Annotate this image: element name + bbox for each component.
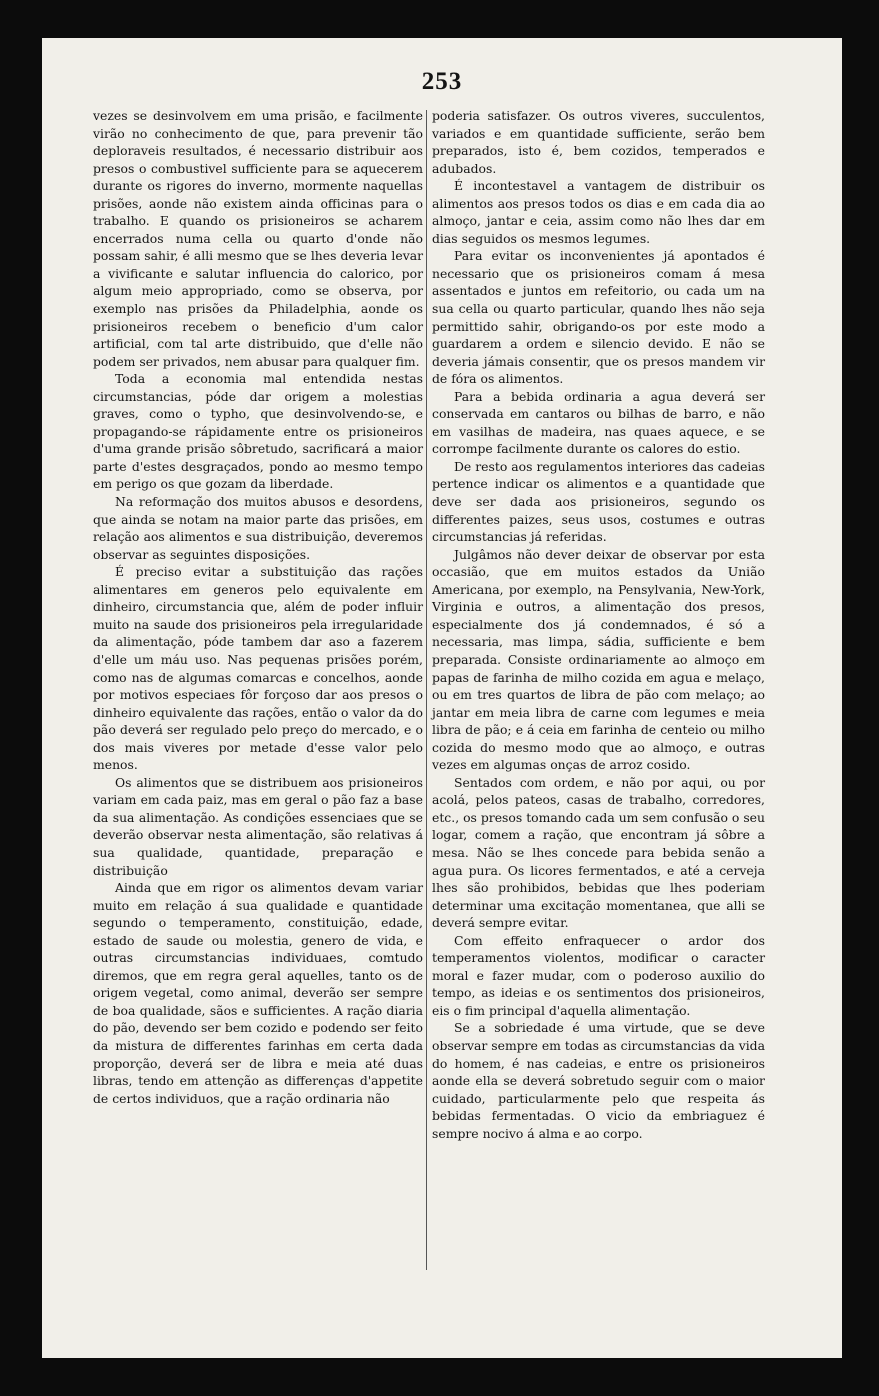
paragraph: poderia satisfazer. Os outros viveres, succulentos, variados e em quantidade sufficiente, serão bem preparados, isto é, bem cozidos, temperados e adubados. xyxy=(432,108,765,176)
paragraph: De resto aos regulamentos interiores das cadeias pertence indicar os alimentos e a quantidade que deve ser dada aos prisioneiros, segundo os differentes paizes, seus usos, costumes e outras circumstancias já referidas. xyxy=(432,458,765,545)
paragraph: Na reformação dos muitos abusos e desordens, que ainda se notam na maior parte das prisões, em relação aos alimentos e sua distribuição, deveremos observar as seguintes disposições. xyxy=(93,494,423,562)
right-column xyxy=(432,107,765,1142)
left-column xyxy=(93,107,423,1107)
paragraph: Julgâmos não dever deixar de observar por esta occasião, que em muitos estados da União Americana, por exemplo, na Pensylvania, New-York, Virginia e outros, a alimentação dos presos, especialmente dos já condemnados, é só a necessaria, mas limpa, sádia, sufficiente e bem preparada. Consiste ordinariamente ao almoço em papas de farinha de milho cozida em agua e melaço, ou em tres quartos de libra de pão com melaço; ao jantar em meia libra de carne com legumes e meia libra de pão; e á ceia em farinha de centeio ou milho cozida do mesmo modo que ao almoço, e outras vezes em algumas onças de arroz cosido. xyxy=(432,546,765,773)
paragraph: Se a sobriedade é uma virtude, que se deve observar sempre em todas as circumstancias da vida do homem, é nas cadeias, e entre os prisioneiros aonde ella se deverá sobretudo seguir com o maior cuidado, particularmente pelo que respeita ás bebidas fermentadas. O vicio da embriaguez é sempre nocivo á alma e ao corpo. xyxy=(432,1020,765,1141)
paragraph: Toda a economia mal entendida nestas circumstancias, póde dar origem a molestias graves, como o typho, que desinvolvendo-se, e propagando-se rápidamente entre os prisioneiros d'uma grande prisão sôbretudo, sacrificará a maior parte d'estes desgraçados, pondo ao mesmo tempo em perigo os que gozam da liberdade. xyxy=(93,371,423,492)
book-page xyxy=(42,38,842,1358)
paragraph: Ainda que em rigor os alimentos devam variar muito em relação á sua qualidade e quantidade segundo o temperamento, constituição, edade, estado de saude ou molestia, genero de vida, e outras circumstancias individuaes, comtudo diremos, que em regra geral aquelles, tanto os de origem vegetal, como animal, deverão ser sempre de boa qualidade, sãos e sufficientes. A ração diaria do pão, devendo ser bem cozido e podendo ser feito da mistura de differentes farinhas em certa dada proporção, deverá ser de libra e meia até duas libras, tendo em attenção as differenças d'appetite de certos individuos, que a ração ordinaria não xyxy=(93,880,423,1106)
paragraph: Para a bebida ordinaria a agua deverá ser conservada em cantaros ou bilhas de barro, e não em vasilhas de madeira, nas quaes aquece, e se corrompe facilmente durante os calores do estio. xyxy=(432,388,765,457)
paragraph: Com effeito enfraquecer o ardor dos temperamentos violentos, modificar o caracter moral e fazer mudar, com o poderoso auxilio do tempo, as ideias e os sentimentos dos prisioneiros, eis o fim principal d'aquella alimentação. xyxy=(432,932,765,1018)
paragraph: Sentados com ordem, e não por aqui, ou por acolá, pelos pateos, casas de trabalho, corredores, etc., os presos tomando cada um sem confusão o seu logar, comem a ração, que encontram já sôbre a mesa. Não se lhes concede para bebida senão a agua pura. Os licores fermentados, e até a cerveja lhes são prohibidos, bebidas que lhes poderiam determinar uma excitação momentanea, que alli se deverá sempre evitar. xyxy=(432,774,765,931)
paragraph: Para evitar os inconvenientes já apontados é necessario que os prisioneiros comam á mesa assentados e juntos em refeitorio, ou cada um na sua cella ou quarto particular, quando lhes não seja permittido sahir, obrigando-os por este modo a guardarem a ordem e silencio devido. E não se deveria jámais consentir, que os presos mandem vir de fóra os alimentos. xyxy=(432,248,765,387)
paragraph: Os alimentos que se distribuem aos prisioneiros variam em cada paiz, mas em geral o pão faz a base da sua alimentação. As condições essenciaes que se deverão observar nesta alimentação, são relativas á sua qualidade, quantidade, preparação e distribuição xyxy=(93,774,423,878)
paragraph: É incontestavel a vantagem de distribuir os alimentos aos presos todos os dias e em cada dia ao almoço, jantar e ceia, assim como não lhes dar em dias seguidos os mesmos legumes. xyxy=(432,178,765,246)
page-number: 253 xyxy=(421,68,463,95)
paragraph: É preciso evitar a substituição das rações alimentares em generos pelo equivalente em dinheiro, circumstancia que, além de poder influir muito na saude dos prisioneiros pela irregularidade da alimentação, póde tambem dar aso a fazerem d'elle um máu uso. Nas pequenas prisões porém, como nas de algumas comarcas e concelhos, aonde por motivos especiaes fôr forçoso dar aos presos o dinheiro equivalente das rações, então o valor da do pão deverá ser regulado pelo preço do mercado, e o dos mais viveres por metade d'esse valor pelo menos. xyxy=(93,564,423,773)
paragraph: vezes se desinvolvem em uma prisão, e facilmente virão no conhecimento de que, para prevenir tão deploraveis resultados, é necessario distribuir aos presos o combustivel sufficiente para se aquecerem durante os rigores do inverno, mormente naquellas prisões, aonde não existem ainda officinas para o trabalho. E quando os prisioneiros se acharem encerrados numa cella ou quarto d'onde não possam sahir, é alli mesmo que se lhes deveria levar a vivificante e salutar influencia do calorico, por algum meio appropriado, como se observa, por exemplo nas prisões da Philadelphia, aonde os prisioneiros recebem o beneficio d'um calor artificial, com tal arte distribuido, que d'elle não podem ser privados, nem abusar para qualquer fim. xyxy=(93,108,423,369)
column-divider xyxy=(426,110,427,1270)
